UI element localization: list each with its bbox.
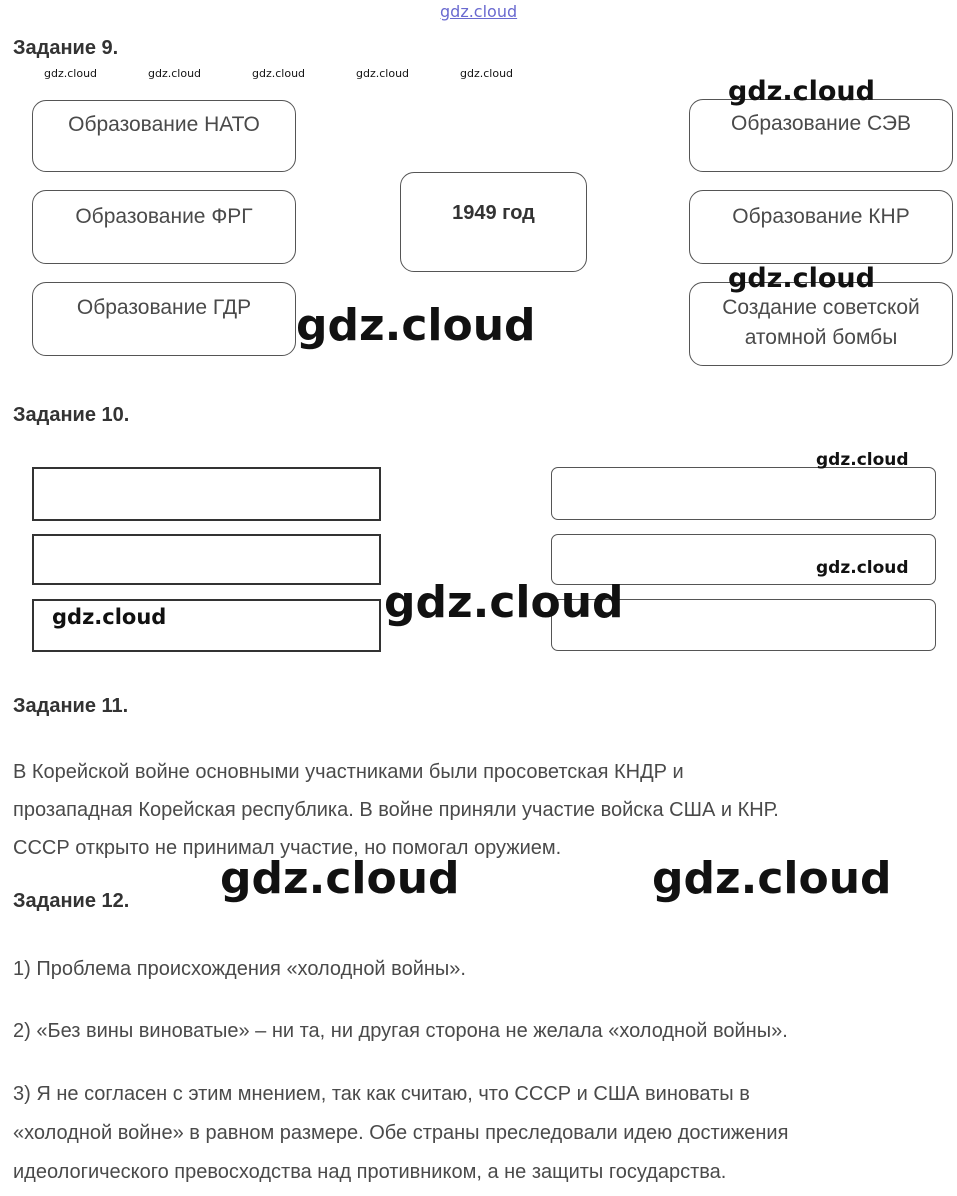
event-label: Образование КНР [732, 205, 910, 228]
watermark-small-bold: gdz.cloud [816, 558, 909, 578]
task12-item-3 [13, 1075, 788, 1192]
answer-box-right-2 [551, 534, 936, 585]
watermark-small-bold: gdz.cloud [816, 450, 909, 470]
answer-box-right-1 [551, 467, 936, 520]
event-label-line: Создание советской [722, 296, 920, 319]
text-line: В Корейской войне основными участниками были просоветская КНДР и [13, 761, 684, 783]
event-box-knr [689, 190, 953, 264]
answer-box-left-1 [32, 467, 381, 521]
event-label: Образование ФРГ [75, 205, 253, 228]
task12-item-2 [13, 1017, 788, 1045]
event-label-line: атомной бомбы [744, 326, 898, 349]
answer-box-left-2 [32, 534, 381, 585]
watermark-large: gdz.cloud [296, 300, 536, 351]
watermark-top: gdz.cloud [440, 2, 518, 21]
watermark-large: gdz.cloud [220, 853, 460, 904]
center-year-label: 1949 год [452, 202, 535, 224]
event-box-gdr [32, 282, 296, 356]
task10-heading: Задание 10. [13, 404, 130, 426]
answer-box-left-3 [32, 599, 381, 652]
event-box-nato [32, 100, 296, 172]
watermark-small: gdz.cloud [44, 67, 98, 80]
watermark-medium: gdz.cloud [728, 263, 875, 294]
event-label: Образование СЭВ [730, 112, 912, 135]
text-line: «холодной войне» в равном размере. Обе страны преследовали идею достижения [13, 1122, 789, 1144]
task12-heading: Задание 12. [13, 890, 130, 912]
task11-answer [13, 753, 779, 867]
watermark-small: gdz.cloud [356, 67, 410, 80]
center-year-box [400, 172, 587, 272]
watermark-large: gdz.cloud [384, 577, 624, 628]
event-box-frg [32, 190, 296, 264]
text-line: 1) Проблема происхождения «холодной войны». [13, 958, 466, 980]
event-box-atomic-bomb [689, 282, 953, 366]
watermark-medium: gdz.cloud [52, 605, 167, 629]
task12-item-1 [13, 955, 466, 983]
text-line: идеологического превосходства над противником, а не защиты государства. [13, 1161, 727, 1183]
text-line: прозападная Корейская республика. В войне приняли участие войска США и КНР. [13, 799, 779, 821]
task9-heading: Задание 9. [13, 37, 119, 59]
task11-heading: Задание 11. [13, 695, 129, 717]
event-label: Образование ГДР [76, 296, 252, 319]
event-label: Образование НАТО [68, 113, 260, 136]
text-line: 3) Я не согласен с этим мнением, так как считаю, что СССР и США виноваты в [13, 1083, 750, 1105]
event-box-sev [689, 99, 953, 172]
watermark-medium: gdz.cloud [728, 76, 875, 107]
watermark-small: gdz.cloud [252, 67, 306, 80]
watermark-small: gdz.cloud [460, 67, 514, 80]
watermark-small: gdz.cloud [148, 67, 202, 80]
text-line: СССР открыто не принимал участие, но помогал оружием. [13, 837, 562, 859]
answer-box-right-3 [551, 599, 936, 651]
watermark-large: gdz.cloud [652, 853, 892, 904]
text-line: 2) «Без вины виноватые» – ни та, ни другая сторона не желала «холодной войны». [13, 1020, 788, 1042]
